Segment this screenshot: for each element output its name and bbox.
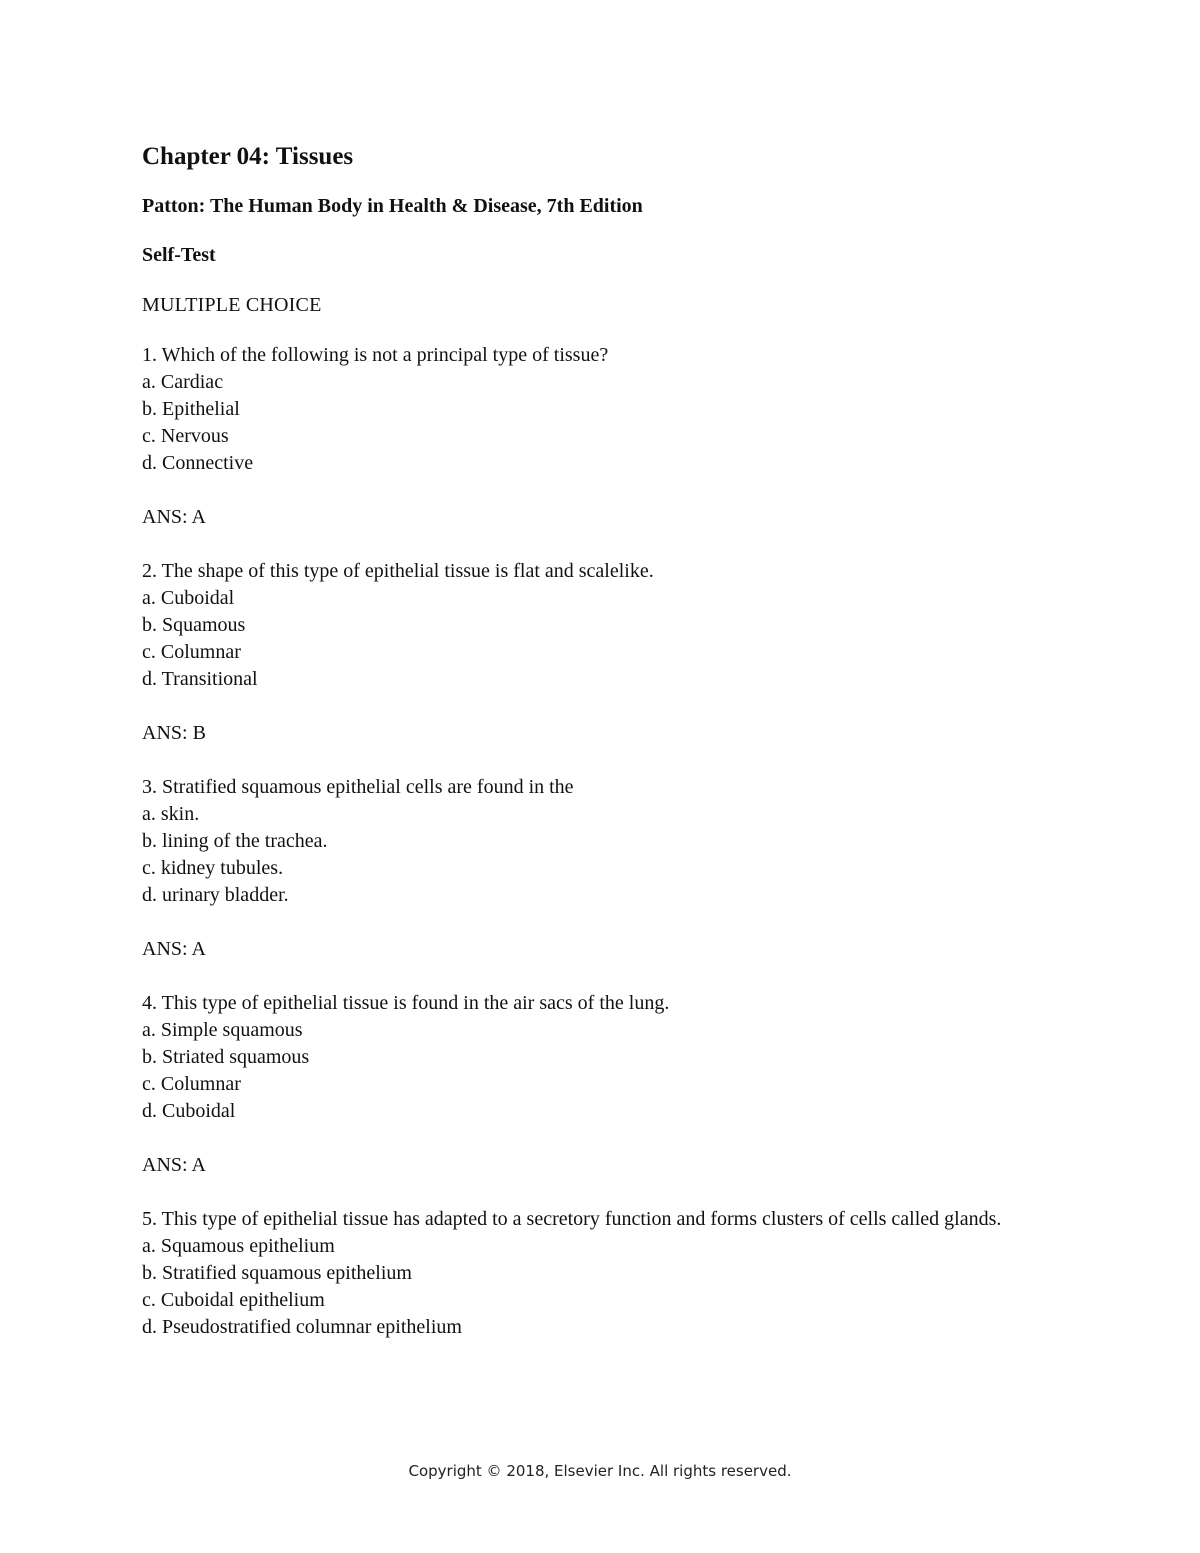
answer-option: a. skin. <box>142 803 200 825</box>
answer-key: ANS: A <box>142 1154 206 1176</box>
answer-key: ANS: B <box>142 722 206 744</box>
answer-option: d. urinary bladder. <box>142 884 289 906</box>
question-5 <box>142 1206 1022 1341</box>
answer-option: b. Striated squamous <box>142 1046 310 1068</box>
answer-option: d. Transitional <box>142 668 258 690</box>
answer-option: b. Epithelial <box>142 398 240 420</box>
answer-option: c. Columnar <box>142 641 241 663</box>
answer-option: c. Nervous <box>142 425 229 447</box>
book-title: Patton: The Human Body in Health & Disease, 7th Edition <box>142 195 643 217</box>
answer-option: b. lining of the trachea. <box>142 830 328 852</box>
answer-option: a. Cardiac <box>142 371 224 393</box>
answer-key: ANS: A <box>142 506 206 528</box>
answer-option: b. Stratified squamous epithelium <box>142 1262 412 1284</box>
section-heading: MULTIPLE CHOICE <box>142 294 322 316</box>
answer-option: c. Columnar <box>142 1073 241 1095</box>
document-content <box>142 140 1022 1341</box>
answer-option: d. Connective <box>142 452 254 474</box>
question-stem: 4. This type of epithelial tissue is found in the air sacs of the lung. <box>142 992 670 1014</box>
question-3 <box>142 774 1022 909</box>
question-4 <box>142 990 1022 1125</box>
chapter-title: Chapter 04: Tissues <box>142 143 354 170</box>
answer-option: a. Squamous epithelium <box>142 1235 335 1257</box>
answer-option: a. Cuboidal <box>142 587 235 609</box>
answer-option: d. Cuboidal <box>142 1100 236 1122</box>
answer-key: ANS: A <box>142 938 206 960</box>
question-stem: 3. Stratified squamous epithelial cells are found in the <box>142 776 574 798</box>
test-label: Self-Test <box>142 244 216 266</box>
answer-option: b. Squamous <box>142 614 246 636</box>
question-stem: 1. Which of the following is not a principal type of tissue? <box>142 344 609 366</box>
answer-option: c. Cuboidal epithelium <box>142 1289 325 1311</box>
question-stem: 2. The shape of this type of epithelial tissue is flat and scalelike. <box>142 560 654 582</box>
copyright-footer: Copyright © 2018, Elsevier Inc. All rights reserved. <box>408 1462 792 1480</box>
question-2 <box>142 558 1022 693</box>
question-stem: 5. This type of epithelial tissue has adapted to a secretory function and forms clusters of cells called glands. <box>142 1208 1002 1230</box>
question-1 <box>142 342 1022 477</box>
answer-option: c. kidney tubules. <box>142 857 284 879</box>
answer-option: d. Pseudostratified columnar epithelium <box>142 1316 462 1338</box>
answer-option: a. Simple squamous <box>142 1019 303 1041</box>
